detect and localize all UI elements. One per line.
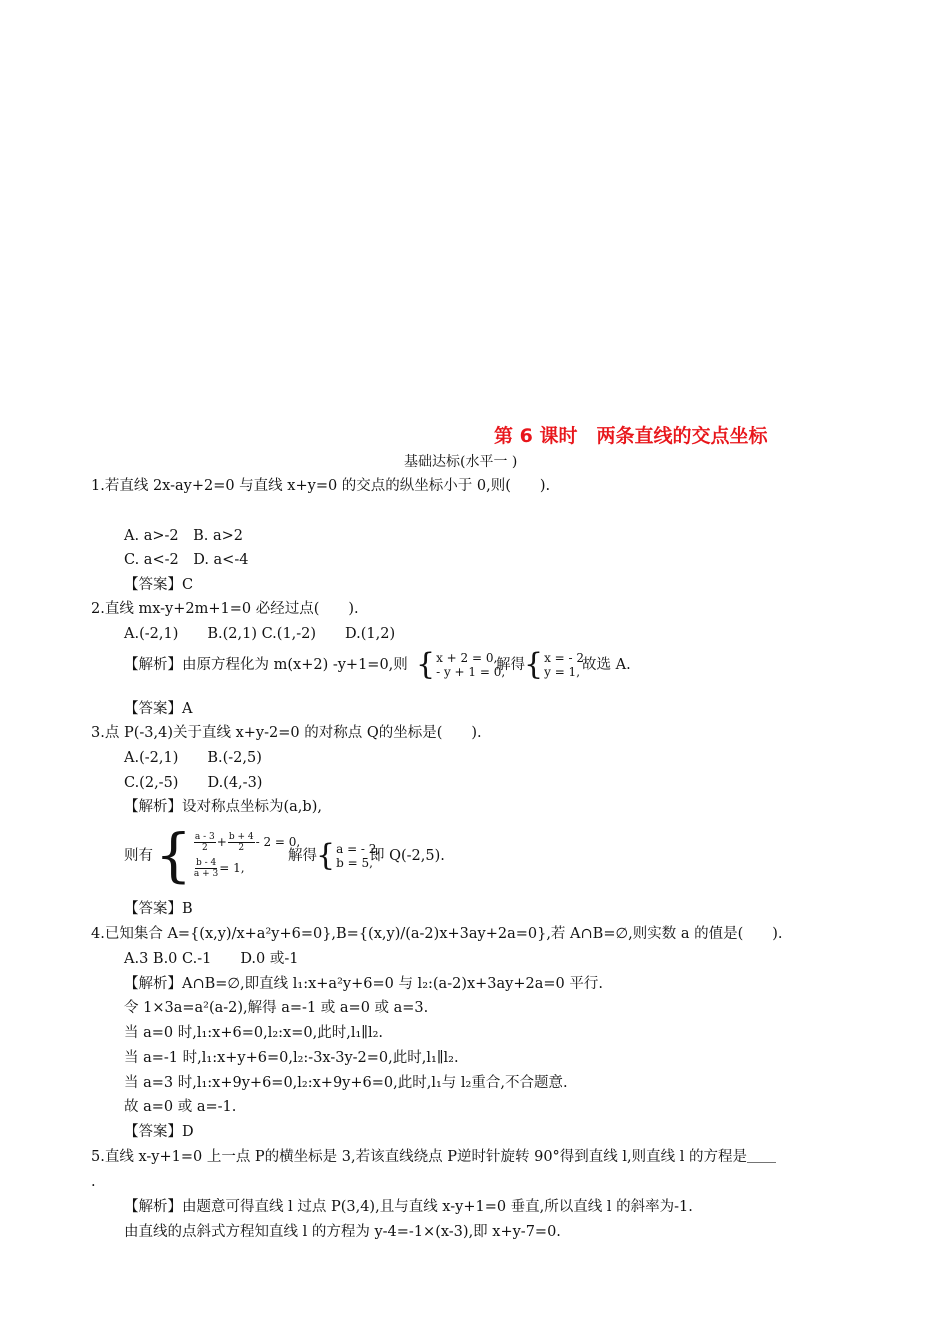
q2-sys1-line2: - y + 1 = 0,: [436, 665, 506, 679]
question-5-end: .: [91, 1174, 96, 1190]
q3-solve-text: 解得: [288, 848, 317, 864]
brace-symbol: {: [524, 647, 544, 682]
q3-answer: 【答案】B: [124, 901, 193, 917]
question-5: 5.直线 x-y+1=0 上一点 P的横坐标是 3,若该直线绕点 P逆时针旋转 90°得到直线 l,则直线 l 的方程是＿＿: [91, 1149, 777, 1165]
q3-sol-line2: b = 5,: [336, 856, 373, 870]
q2-solution-system: [524, 647, 588, 682]
q3-plus: +: [216, 835, 227, 849]
brace-symbol: {: [416, 647, 436, 682]
q4-solution-6: 故 a=0 或 a=-1.: [124, 1099, 237, 1115]
q2-solution-text: 【解析】由原方程化为 m(x+2) -y+1=0,则: [124, 657, 408, 673]
q4-options: A.3 B.0 C.-1 D.0 或-1: [124, 951, 299, 967]
q4-answer: 【答案】D: [124, 1124, 194, 1140]
q3-options-ab: A.(-2,1) B.(-2,5): [124, 750, 262, 766]
q3-equation-system: [155, 821, 301, 889]
q2-sys1-line1: x + 2 = 0,: [436, 651, 498, 665]
q3-result: 即 Q(-2,5).: [370, 848, 445, 864]
q3-eq2-rhs: = 1,: [219, 861, 245, 875]
q3-then-text: 则有: [124, 848, 153, 864]
q3-sol-line1: a = - 2,: [336, 842, 381, 856]
q3-frac3-den: a + 3: [193, 868, 219, 879]
q3-frac3-num: b - 4: [195, 857, 217, 868]
section-subtitle: 基础达标(水平一 ): [404, 454, 518, 470]
q5-solution-1: 【解析】由题意可得直线 l 过点 P(3,4),且与直线 x-y+1=0 垂直,所以直线 l 的斜率为-1.: [124, 1199, 693, 1215]
q1-answer: 【答案】C: [124, 577, 194, 593]
q2-conclusion: 故选 A.: [582, 657, 631, 673]
brace-symbol: {: [316, 838, 336, 873]
q5-solution-2: 由直线的点斜式方程知直线 l 的方程为 y-4=-1×(x-3),即 x+y-7=0.: [124, 1224, 561, 1240]
q3-eq1-rhs: - 2 = 0,: [255, 835, 301, 849]
q3-frac1-den: 2: [201, 842, 208, 853]
q3-frac1-num: a - 3: [194, 831, 215, 842]
question-4: 4.已知集合 A={(x,y)/x+a²y+6=0},B={(x,y)/(a-2)x+3ay+2a=0},若 A∩B=∅,则实数 a 的值是( ).: [91, 926, 783, 942]
q2-answer: 【答案】A: [124, 701, 193, 717]
q4-solution-4: 当 a=-1 时,l₁:x+y+6=0,l₂:-3x-3y-2=0,此时,l₁∥l₂.: [124, 1050, 459, 1066]
q4-solution-5: 当 a=3 时,l₁:x+9y+6=0,l₂:x+9y+6=0,此时,l₁与 l₂重合,不合题意.: [124, 1075, 568, 1091]
question-1: 1.若直线 2x-ay+2=0 与直线 x+y=0 的交点的纵坐标小于 0,则( ).: [91, 478, 551, 494]
q1-options-ab: A. a>-2 B. a>2: [124, 528, 244, 544]
q4-solution-3: 当 a=0 时,l₁:x+6=0,l₂:x=0,此时,l₁∥l₂.: [124, 1025, 384, 1041]
q2-options: A.(-2,1) B.(2,1) C.(1,-2) D.(1,2): [124, 626, 396, 642]
q2-solve-text: 解得: [496, 657, 525, 673]
q3-frac2-num: b + 4: [228, 831, 254, 842]
q2-equation-system: [416, 647, 506, 682]
question-3: 3.点 P(-3,4)关于直线 x+y-2=0 的对称点 Q的坐标是( ).: [91, 725, 482, 741]
q4-solution-1: 【解析】A∩B=∅,即直线 l₁:x+a²y+6=0 与 l₂:(a-2)x+3ay+2a=0 平行.: [124, 976, 603, 992]
brace-symbol: {: [155, 821, 192, 889]
q2-sys2-line1: x = - 2,: [544, 651, 588, 665]
q3-options-cd: C.(2,-5) D.(4,-3): [124, 775, 263, 791]
q2-sys2-line2: y = 1,: [544, 665, 581, 679]
q3-frac2-den: 2: [238, 842, 245, 853]
question-2: 2.直线 mx-y+2m+1=0 必经过点( ).: [91, 601, 359, 617]
page-title: 第 6 课时 两条直线的交点坐标: [494, 425, 768, 447]
q3-solution-1: 【解析】设对称点坐标为(a,b),: [124, 799, 322, 815]
q4-solution-2: 令 1×3a=a²(a-2),解得 a=-1 或 a=0 或 a=3.: [124, 1000, 429, 1016]
q1-options-cd: C. a<-2 D. a<-4: [124, 552, 249, 568]
